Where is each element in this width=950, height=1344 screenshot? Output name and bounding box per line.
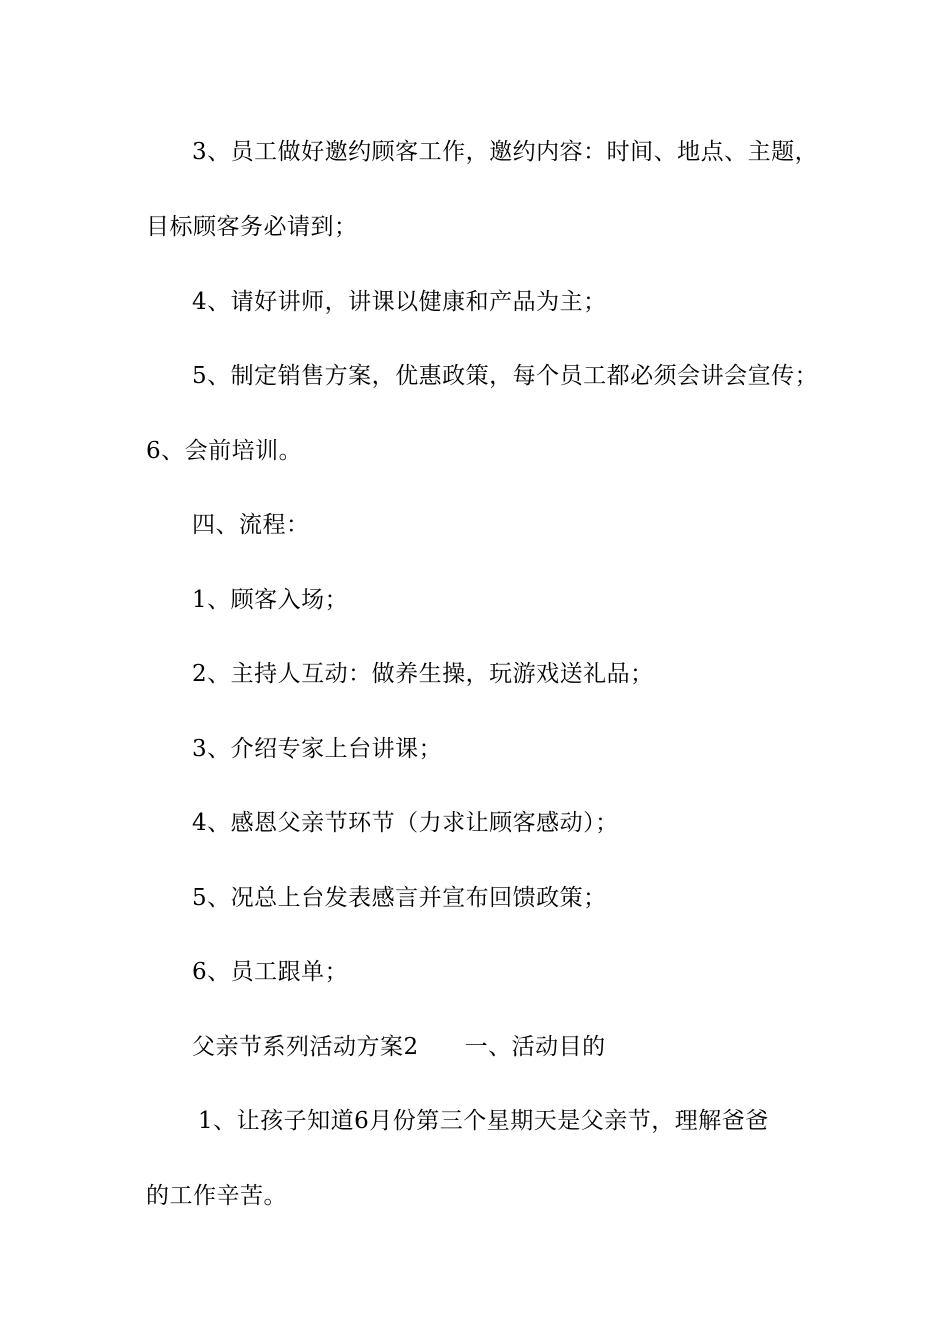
paragraph-line: 4、感恩父亲节环节（力求让顾客感动）；: [192, 810, 619, 836]
paragraph-line: 3、员工做好邀约顾客工作，邀约内容：时间、地点、主题，: [192, 139, 819, 165]
paragraph-line: 3、介绍专家上台讲课；: [192, 736, 443, 762]
document-title: 父亲节系列活动方案2: [192, 1034, 419, 1060]
section-heading: 四、流程：: [192, 512, 310, 538]
paragraph-line: 6、会前培训。: [146, 438, 303, 464]
title-line: [192, 1032, 606, 1062]
paragraph-line: 1、让孩子知道6月份第三个星期天是父亲节，理解爸爸: [198, 1108, 769, 1134]
paragraph-line: 6、员工跟单；: [192, 959, 349, 985]
paragraph-line: 目标顾客务必请到；: [146, 214, 358, 240]
section-heading: 一、活动目的: [464, 1034, 606, 1060]
paragraph-line: 的工作辛苦。: [146, 1183, 287, 1209]
paragraph-line: 5、制定销售方案，优惠政策，每个员工都必须会讲会宣传；: [192, 363, 819, 389]
paragraph-line: 2、主持人互动：做养生操，玩游戏送礼品；: [192, 661, 654, 687]
paragraph-line: 5、况总上台发表感言并宣布回馈政策；: [192, 885, 607, 911]
paragraph-line: 1、顾客入场；: [192, 587, 349, 613]
paragraph-line: 4、请好讲师，讲课以健康和产品为主；: [192, 289, 607, 315]
